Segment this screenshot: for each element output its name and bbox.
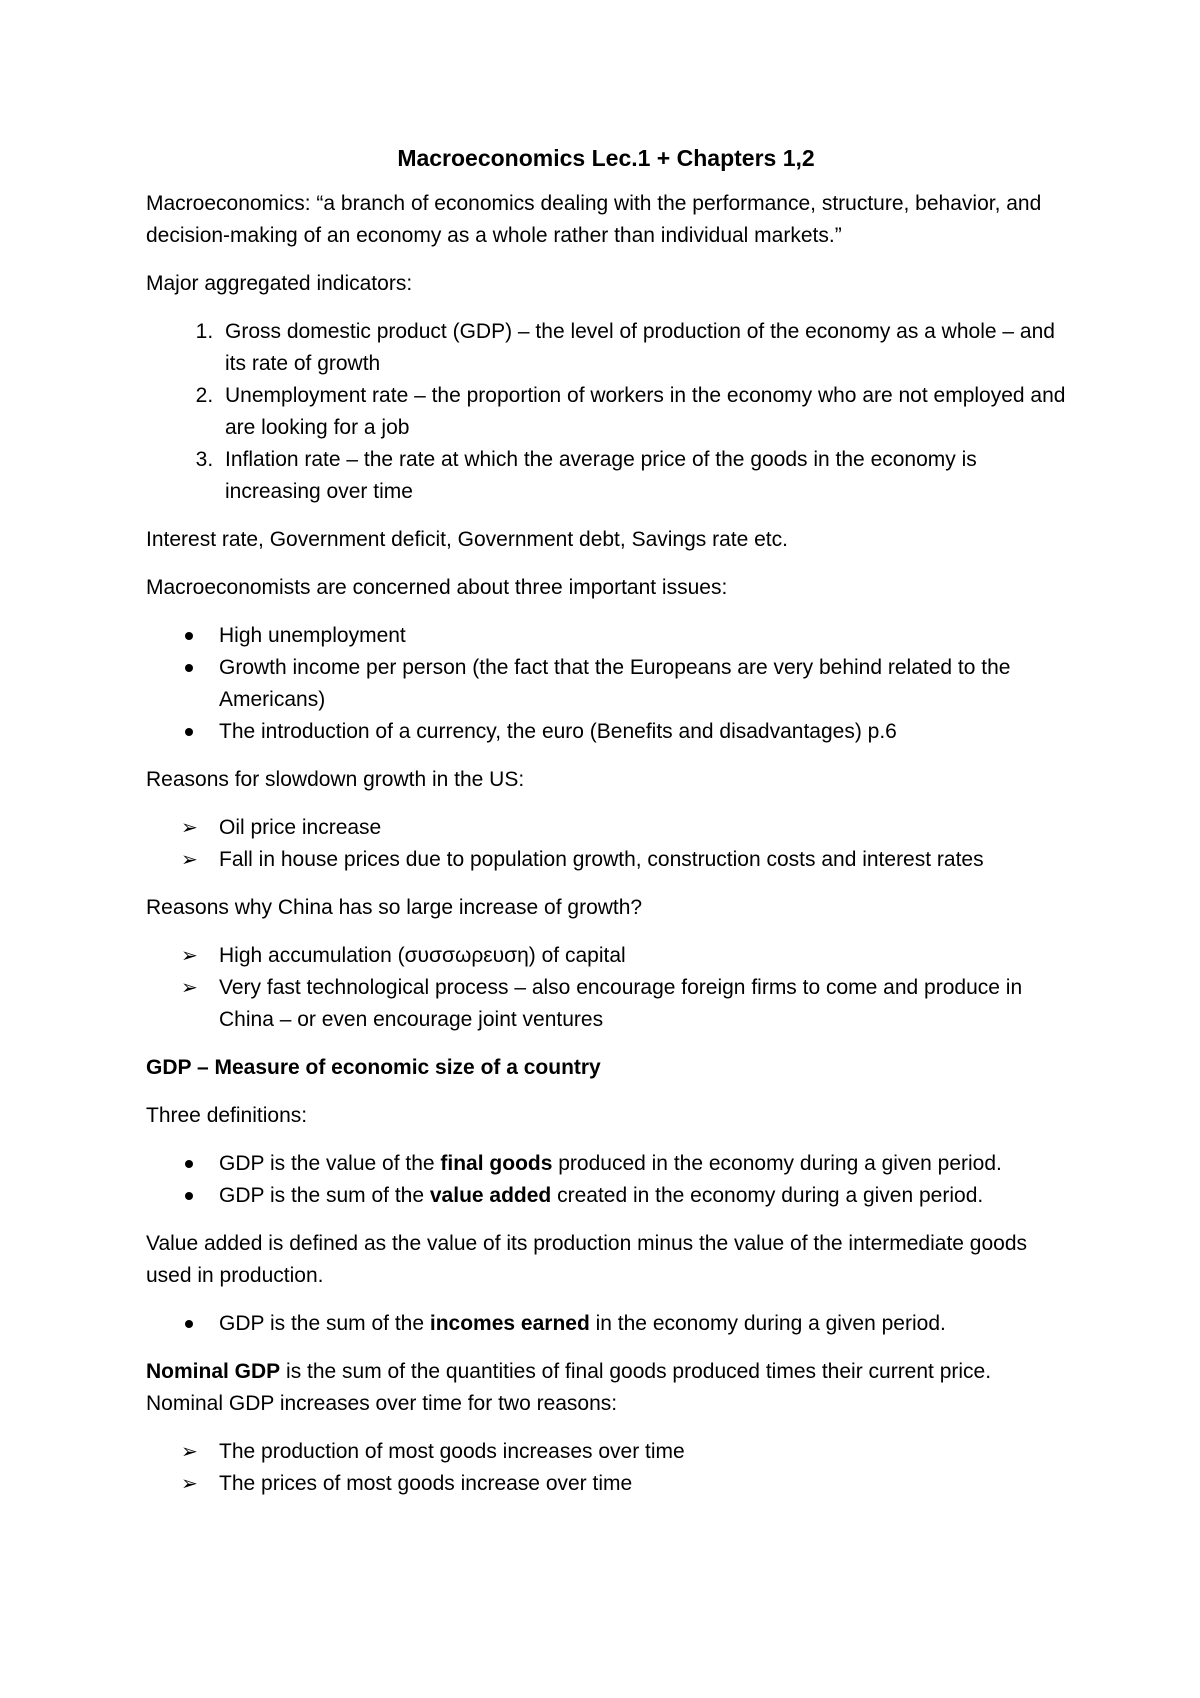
bold-term: Nominal GDP [146,1360,281,1383]
value-added-paragraph: Value added is defined as the value of its production minus the value of the intermediate goods used in production. [146,1232,1028,1287]
arrow-bullet-icon: ➢ [181,945,198,967]
list-item-text: The prices of most goods increase over time [219,1472,633,1495]
bold-term: value added [429,1184,552,1207]
list-item [219,1148,1066,1180]
bullet-icon [185,1320,193,1328]
page-title: Macroeconomics Lec.1 + Chapters 1,2 [397,145,815,171]
arrow-bullet-icon: ➢ [181,977,198,999]
list-item-text: High accumulation (συσσωρευση) of capital [219,944,626,967]
list-item [219,1180,1066,1212]
list-item-text: Growth income per person (the fact that the Europeans are very behind related to the Americans) [219,656,1011,711]
bold-term: final goods [440,1152,553,1175]
list-item [181,812,1066,844]
arrow-bullet-icon: ➢ [181,849,198,871]
list-item-text: The introduction of a currency, the euro (Benefits and disadvantages) p.6 [219,720,897,743]
other-indicators: Interest rate, Government deficit, Government debt, Savings rate etc. [146,528,788,551]
text-run: in the economy during a given period. [589,1312,946,1335]
list-item [219,652,1066,716]
text-run: created in the economy during a given period. [551,1184,984,1207]
text-run: GDP is the sum of the [219,1312,430,1335]
bullet-icon [185,1192,193,1200]
issues-list [146,620,1066,748]
bullet-icon [185,728,193,736]
list-item: 1. Gross domestic product (GDP) – the level of production of the economy as a whole – and its rate of growth [219,316,1066,380]
us-reasons-list [146,812,1066,876]
list-item: 3. Inflation rate – the rate at which the average price of the goods in the economy is increasing over time [219,444,1066,508]
arrow-bullet-icon: ➢ [181,817,198,839]
definitions-list-cont [146,1308,1066,1340]
list-item [219,1308,1066,1340]
bullet-icon [185,664,193,672]
intro-paragraph: Macroeconomics: “a branch of economics dealing with the performance, structure, behavior, and decision-making of an economy as a whole rather than individual markets.” [146,192,1042,247]
nominal-paragraph [146,1356,1066,1420]
definitions-heading: Three definitions: [146,1104,308,1127]
china-reasons-list [146,940,1066,1036]
text-run: is the sum of the quantities of final goods produced times their current price. Nominal GDP increases over time for two reasons: [146,1360,992,1415]
definitions-list [146,1148,1066,1212]
list-item-text: Very fast technological process – also encourage foreign firms to come and produce in China – or even encourage joint ventures [219,976,1023,1031]
list-item [181,940,1066,972]
text-run: GDP is the value of the [219,1152,441,1175]
arrow-bullet-icon: ➢ [181,1473,198,1495]
list-item-text: Fall in house prices due to population growth, construction costs and interest rates [219,848,984,871]
bullet-icon [185,1160,193,1168]
indicators-list [146,316,1066,508]
list-item [219,620,1066,652]
indicators-heading: Major aggregated indicators: [146,272,413,295]
list-item [181,1436,1066,1468]
list-item [181,844,1066,876]
list-item [219,716,1066,748]
china-heading: Reasons why China has so large increase of growth? [146,896,643,919]
list-item-text: High unemployment [219,624,406,647]
nominal-reasons-list [146,1436,1066,1500]
bullet-icon [185,632,193,640]
list-item [181,972,1066,1036]
list-item [181,1468,1066,1500]
text-run: GDP is the sum of the [219,1184,430,1207]
list-item-text: Oil price increase [219,816,382,839]
document-page [146,145,1066,1516]
bold-term: incomes earned [429,1312,590,1335]
gdp-heading: GDP – Measure of economic size of a country [146,1056,601,1079]
text-run: produced in the economy during a given period. [552,1152,1002,1175]
list-item-text: The production of most goods increases over time [219,1440,685,1463]
us-heading: Reasons for slowdown growth in the US: [146,768,525,791]
arrow-bullet-icon: ➢ [181,1441,198,1463]
list-item: 2. Unemployment rate – the proportion of workers in the economy who are not employed and are looking for a job [219,380,1066,444]
issues-heading: Macroeconomists are concerned about three important issues: [146,576,728,599]
